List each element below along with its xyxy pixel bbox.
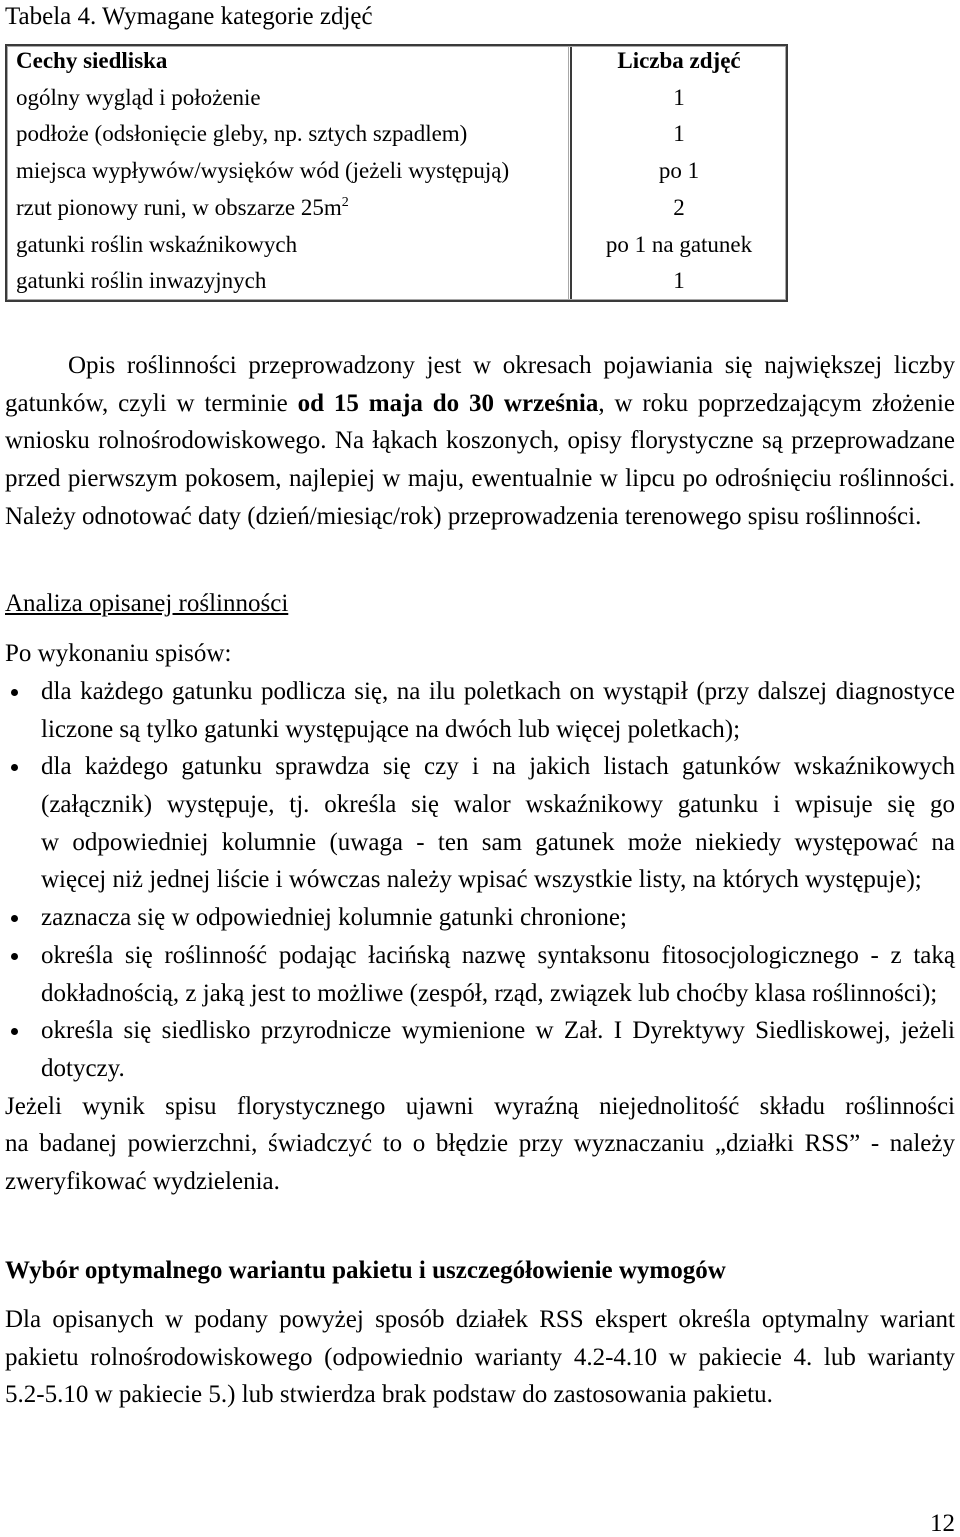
line-text: gatunków, czyli w terminie: [5, 389, 298, 417]
page-number: 12: [930, 1510, 955, 1537]
package-selection-paragraph: [5, 1301, 955, 1414]
paragraph-line: Jeżeli wynik spisu florystycznego ujawni wyraźną niejednolitość składu roślinności: [5, 1092, 955, 1120]
section-heading: [5, 585, 955, 623]
package-selection-section: [5, 1252, 955, 1290]
analysis-section: [5, 585, 955, 623]
count-cell: 1: [673, 121, 685, 147]
survey-dates-bold: od 15 maja do 30 września: [297, 389, 599, 417]
list-item-line: liczone są tylko gatunki występujące na dwóch lub więcej poletkach);: [41, 715, 741, 743]
survey-paragraph: [5, 347, 955, 535]
count-cell: po 1: [658, 158, 700, 184]
intro-text: Po wykonaniu spisów:: [5, 640, 232, 667]
paragraph-line: zweryfikować wydzielenia.: [5, 1168, 280, 1196]
paragraph-line: na badanej powierzchni, świadczyć to o błędzie przy wyznaczaniu „działki RSS” - należy: [5, 1130, 955, 1158]
analysis-intro: [5, 635, 955, 673]
bullet-icon: [11, 953, 18, 960]
list-item-line: określa się siedlisko przyrodnicze wymienione w Zał. I Dyrektywy Siedliskowej, jeżeli: [41, 1017, 955, 1045]
column-header-feature: Cechy siedliska: [16, 48, 168, 73]
list-item-line: (załącznik) występuje, tj. określa się walor wskaźnikowy gatunku i wpisuje się go: [41, 791, 955, 819]
list-item-line: zaznacza się w odpowiedniej kolumnie gatunki chronione;: [41, 904, 627, 932]
count-cell: 1: [673, 268, 685, 294]
feature-cell: podłoże (odsłonięcie gleby, np. sztych szpadlem): [16, 121, 468, 147]
feature-cell: gatunki roślin inwazyjnych: [16, 268, 267, 294]
column-header-count: Liczba zdjęć: [617, 48, 741, 73]
table-row: [7, 80, 786, 117]
paragraph-line: wniosku rolnośrodowiskowego. Na łąkach koszonych, opisy florystyczne są przeprowadzane: [5, 427, 955, 455]
count-cell: 1: [673, 84, 685, 110]
feature-cell: gatunki roślin wskaźnikowych: [16, 231, 298, 257]
table-row: [7, 263, 786, 300]
section-heading: Wybór optymalnego wariantu pakietu i uszczegółowienie wymogów: [5, 1257, 726, 1284]
list-item: [41, 1012, 955, 1087]
bullet-icon: [11, 689, 18, 696]
paragraph-line: 5.2-5.10 w pakiecie 5.) lub stwierdza brak podstaw do zastosowania pakietu.: [5, 1381, 773, 1409]
feature-cell: [7, 190, 572, 227]
paragraph-line: Dla opisanych w podany powyżej sposób działek RSS ekspert określa optymalny wariant: [5, 1306, 955, 1333]
feature-cell: miejsca wypływów/wysięków wód (jeżeli występują): [16, 158, 510, 184]
list-item-line: określa się roślinność podając łacińską nazwę syntaksonu fitosocjologicznego - z taką: [41, 941, 955, 969]
paragraph-line: Należy odnotować daty (dzień/miesiąc/rok) przeprowadzenia terenowego spisu roślinności.: [5, 502, 922, 530]
list-item-line: dla każdego gatunku sprawdza się czy i na jakich listach gatunków wskaźnikowych: [41, 753, 955, 781]
table-row: [7, 153, 786, 190]
paragraph-line: przed pierwszym pokosem, najlepiej w maju, ewentualnie w lipcu po odrośnięciu roślinności.: [5, 465, 955, 493]
list-item-line: dla każdego gatunku podlicza się, na ilu poletkach on wystąpił (przy dalszej diagnostyce: [41, 678, 955, 705]
bullet-icon: [11, 1028, 18, 1035]
bullet-icon: [11, 764, 18, 771]
paragraph-line: pakietu rolnośrodowiskowego (odpowiednio warianty 4.2-4.10 w pakiecie 4. lub warianty: [5, 1343, 955, 1371]
table-row: [7, 227, 786, 264]
photo-categories-table: [5, 44, 788, 302]
feature-cell: ogólny wygląd i położenie: [16, 84, 261, 110]
feature-text: rzut pionowy runi, w obszarze 25m: [16, 194, 342, 220]
section-heading-text: Analiza opisanej roślinności: [5, 590, 289, 617]
paragraph-line: [5, 385, 955, 423]
list-item-line: dokładnością, z jaką jest to możliwe (zespół, rząd, związek lub choćby klasa roślinności);: [41, 979, 938, 1007]
table-header-row: [7, 43, 786, 80]
paragraph-line: Opis roślinności przeprowadzony jest w okresach pojawiania się największej liczby: [68, 352, 955, 379]
photo-categories-grid: [7, 43, 786, 300]
line-text: , w roku poprzedzającym złożenie: [598, 389, 955, 417]
table-row: [7, 190, 786, 227]
count-cell: po 1 na gatunek: [605, 231, 753, 257]
list-item-line: w odpowiedniej kolumnie (uwaga - ten sam gatunek może niekiedy występować na: [41, 828, 955, 856]
analysis-steps-list: [41, 673, 955, 1088]
list-item-line: dotyczy.: [41, 1054, 125, 1082]
bullet-icon: [11, 915, 18, 922]
superscript: 2: [341, 194, 349, 210]
inconsistency-paragraph: [5, 1088, 955, 1201]
list-item: [41, 673, 955, 748]
list-item: [41, 899, 955, 937]
list-item: [41, 748, 955, 899]
table-row: [7, 116, 786, 153]
list-item-line: więcej niż jednej liście i wówczas należy wpisać wszystkie listy, na których występuje);: [41, 866, 922, 894]
table-caption: Tabela 4. Wymagane kategorie zdjęć: [5, 3, 373, 30]
list-item: [41, 937, 955, 1012]
count-cell: 2: [673, 194, 685, 220]
